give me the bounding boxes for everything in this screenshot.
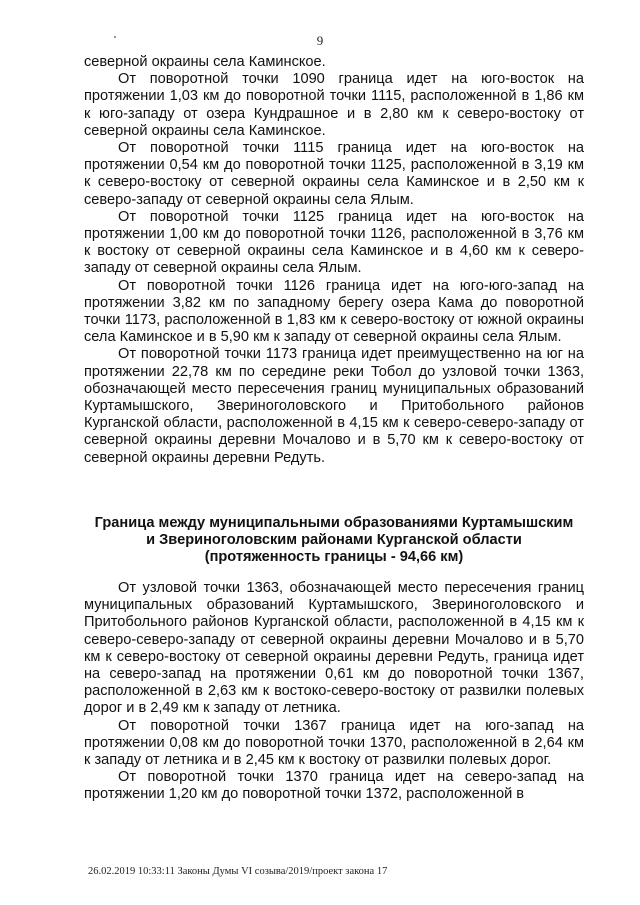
- heading-line-3: (протяженность границы - 94,66 км): [204, 549, 464, 566]
- paragraph: От поворотной точки 1367 граница идет на юго-запад на протяжении 0,08 км до поворотной точки 1370, расположенной в 2,64 км к западу от летника и в 2,45 км к востоку от развилки полевых дорог.: [84, 717, 584, 769]
- section-heading: [84, 515, 584, 567]
- paragraph: От поворотной точки 1115 граница идет на юго-восток на протяжении 0,54 км до поворотной точки 1125, расположенной в 3,19 км к северо-востоку от северной окраины села Каминское и в 2,50 км к северо-западу от северной окраины села Ялым.: [84, 140, 584, 208]
- page-number: 9: [316, 33, 324, 48]
- paragraph: От поворотной точки 1126 граница идет на юго-юго-запад на протяжении 3,82 км по западному берегу озера Кама до поворотной точки 1173, расположенной в 1,83 км к северо-востоку от южной окраины села Каминское и в 5,90 км к западу от северной окраины села Ялым.: [84, 277, 584, 346]
- document-footer: 26.02.2019 10:33:11 Законы Думы VI созыва/2019/проект закона 17: [88, 866, 388, 877]
- heading-line-1: Граница между муниципальными образованиями Куртамышским: [94, 515, 574, 531]
- section-2-text: [84, 580, 584, 804]
- paragraph: От поворотной точки 1370 граница идет на северо-запад на протяжении 1,20 км до поворотной точки 1372, расположенной в: [84, 769, 584, 803]
- paragraph: От поворотной точки 1125 граница идет на юго-восток на протяжении 1,00 км до поворотной точки 1126, расположенной в 3,76 км к востоку от северной окраины села Каминское и в 4,60 км к северо-западу от северной окраины села Ялым.: [84, 208, 584, 277]
- paragraph: От поворотной точки 1173 граница идет преимущественно на юг на протяжении 22,78 км по середине реки Тобол до узловой точки 1363, обозначающей место пересечения границ муниципальных образований Куртамышского, Звериноголовского и Притобольного районов Курганской области, расположенной в 4,15 км к северо-северо-западу от северной окраины деревни Мочалово и в 5,70 км к северо-востоку от северной окраины деревни Редуть.: [84, 346, 584, 466]
- section-1-text: [84, 54, 584, 467]
- paragraph: От узловой точки 1363, обозначающей место пересечения границ муниципальных образований Куртамышского, Звериноголовского и Притобольного районов Курганской области, расположенной в 4,15 км к северо-северо-западу от северной окраины деревни Мочалово и в 5,70 км к северо-востоку от северной окраины деревни Редуть, граница идет на северо-запад на протяжении 0,61 км до поворотной точки 1367, расположенной в 2,63 км к востоко-северо-востоку от развилки полевых дорог и в 2,49 км к западу от летника.: [84, 580, 584, 717]
- heading-line-2: и Звериноголовским районами Курганской области: [146, 532, 522, 549]
- scan-speck: [114, 36, 116, 38]
- paragraph: От поворотной точки 1090 граница идет на юго-восток на протяжении 1,03 км до поворотной точки 1115, расположенной в 1,86 км к юго-западу от озера Кундрашное и в 2,80 км к северо-востоку от северной окраины села Каминское.: [84, 71, 584, 139]
- paragraph-continuation: северной окраины села Каминское.: [84, 54, 326, 70]
